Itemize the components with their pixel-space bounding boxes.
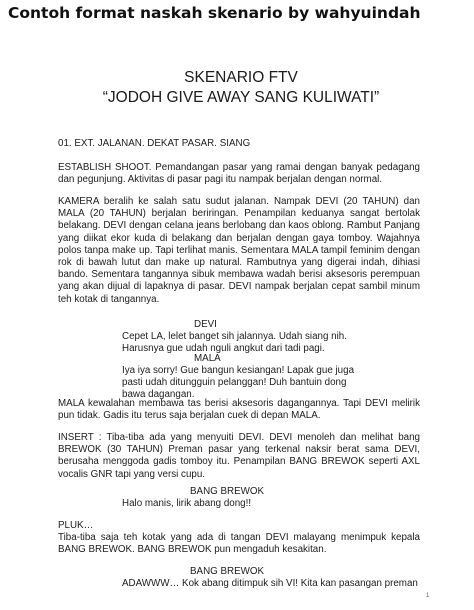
dialogue-line-devi: Cepet LA, lelet banget sih jalannya. Udah siang nih. Harusnya gue udah nguli angkut dari tadi pagi. [122, 331, 347, 355]
action-paragraph-4: INSERT : Tiba-tiba ada yang menyuiti DEVI. DEVI menoleh dan melihat bang BREWOK (30 TAHUN) Preman pasar yang terkenal naksir berat sama DEVI, berusaha menggoda gadis tomboy itu. Penampilan BANG BREWOK seperti AXL vocalis GNR tapi yang versi cupu. [58, 432, 420, 480]
dialogue-line-bang-brewok-2: ADAWWW… Kok abang ditimpuk sih VI! Kita kan pasangan preman [122, 578, 418, 589]
dialogue-line-bang-brewok: Halo manis, lirik abang dong!! [122, 498, 252, 509]
action-paragraph-3: MALA kewalahan membawa tas berisi aksesoris dagangannya. Tapi DEVI melirik pun tidak. Gadis itu terus saja berjalan cuek di depan MALA. [58, 398, 420, 422]
dialogue-line-mala: Iya iya sorry! Gue bangun kesiangan! Lapak gue juga pasti udah ditungguin pelanggan! Duh bantuin dong bawa dagangan. [122, 365, 355, 401]
page-number: 1 [426, 593, 430, 599]
title-line-1: SKENARIO FTV [184, 69, 298, 86]
action-paragraph-1: ESTABLISH SHOOT. Pemandangan pasar yang ramai dengan banyak pedagang dan pegunjung. Aktivitas di pasar pagi itu nampak berjalan dengan normal. [58, 162, 420, 186]
character-name-mala: MALA [194, 353, 221, 364]
action-paragraph-2: KAMERA beralih ke salah satu sudut jalanan. Nampak DEVI (20 TAHUN) dan MALA (20 TAHUN) berjalan beriringan. Penampilan keduanya sangat bertolak belakang. DEVI dengan celana jeans berlobang dan kaos oblong. Rambut Panjang yang diikat ekor kuda di belakang dan berjalan dengan gaya tomboy. Wajahnya polos tanpa make up. Tapi terlihat manis. Sementara MALA tampil feminim dengan rok di bawah lutut dan make up natural. Rambutnya yang digerai indah, dihiasi bando. Sementara tangannya sibuk membawa wadah berisi aksesoris perempuan yang akan dijual di lapaknya di pasar. DEVI nampak berjalan cepat sambil minum teh kotak di tangannya. [58, 196, 420, 305]
document-header: Contoh format naskah skenario by wahyuindah [8, 4, 421, 22]
action-paragraph-5: PLUK… Tiba-tiba saja teh kotak yang ada di tangan DEVI malayang menimpuk kepala BANG BREWOK. BANG BREWOK pun mengaduh kesakitan. [58, 520, 420, 556]
title-line-2: “JODOH GIVE AWAY SANG KULIWATI” [102, 89, 380, 106]
character-name-devi: DEVI [194, 319, 217, 330]
character-name-bang-brewok: BANG BREWOK [190, 486, 265, 497]
script-title [0, 68, 474, 108]
scene-heading: 01. EXT. JALANAN. DEKAT PASAR. SIANG [58, 138, 251, 149]
character-name-bang-brewok-2: BANG BREWOK [190, 566, 265, 577]
